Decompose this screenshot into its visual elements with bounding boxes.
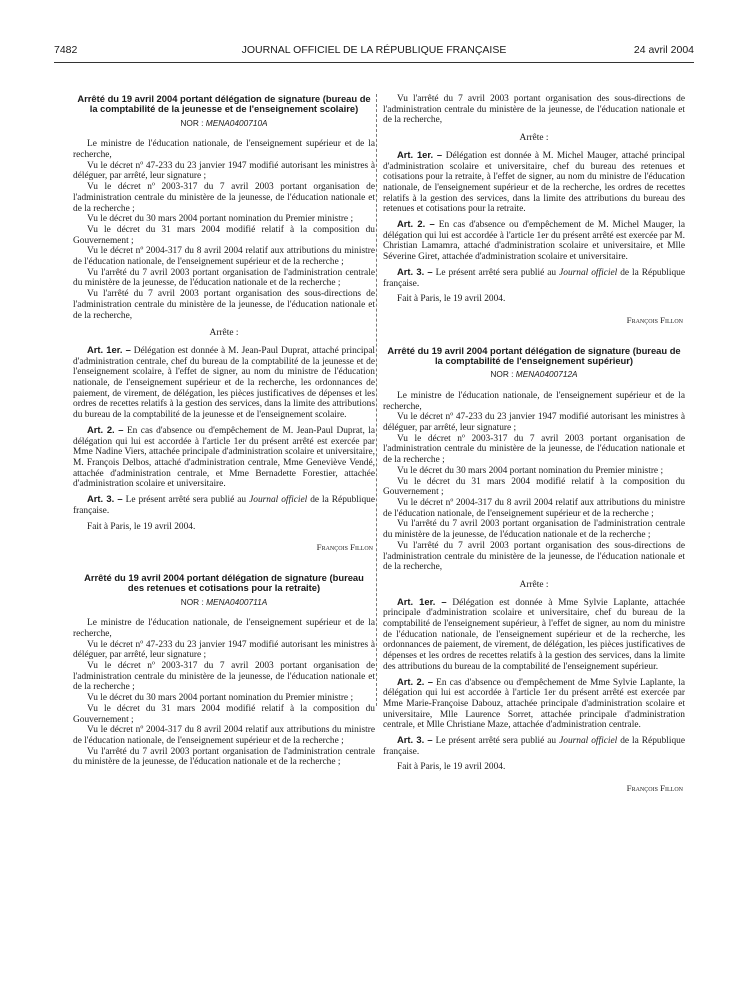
journal-title: JOURNAL OFFICIEL DE LA RÉPUBLIQUE FRANÇAISE [241, 44, 507, 56]
visa: Vu le décret nº 47-233 du 23 janvier 1947 modifié autorisant les ministres à déléguer, par arrêté, leur signature ; [73, 639, 375, 661]
arrete-heading: Arrête : [209, 328, 239, 339]
arrete-heading: Arrête : [519, 133, 549, 144]
fait-a-paris: Fait à Paris, le 19 avril 2004. [397, 294, 506, 305]
visa: Vu l'arrêté du 7 avril 2003 portant organisation de l'administration centrale du ministère de la jeunesse, de l'éducation nationale et de la recherche ; [73, 746, 375, 768]
visa: Vu l'arrêté du 7 avril 2003 portant organisation de l'administration centrale du ministère de la jeunesse, de l'éducation nationale et de la recherche ; [383, 519, 685, 541]
visa: Vu le décret du 30 mars 2004 portant nomination du Premier ministre ; [87, 214, 354, 225]
page-header [54, 44, 694, 60]
visa: Vu l'arrêté du 7 avril 2003 portant organisation de l'administration centrale du ministère de la jeunesse, de l'éducation nationale et de la recherche ; [73, 267, 375, 289]
fait-a-paris: Fait à Paris, le 19 avril 2004. [87, 521, 196, 532]
article-retenues-cotisations [73, 573, 375, 768]
visa: Vu le décret du 31 mars 2004 modifié relatif à la composition du Gouvernement ; [73, 703, 375, 725]
article-2: Art. 2. – En cas d'absence ou d'empêchement de M. Michel Mauger, la délégation qui lui est accordée à l'article 1er du présent arrêté est exercée par M. Christian Lamamra, attaché d'administration scolaire et universitaire, et Mlle Séverine Giret, attachée d'administration scolaire et universitaire. [383, 218, 686, 263]
page-number: 7482 [54, 44, 78, 56]
visa: Vu le décret nº 2003-317 du 7 avril 2003 portant organisation de l'administration centrale du ministère de la jeunesse, de l'éducation nationale et de la recherche ; [73, 661, 375, 693]
visa: Vu le décret nº 2004-317 du 8 avril 2004 relatif aux attributions du ministre de l'éducation nationale, de l'enseignement supérieur et de la recherche ; [73, 246, 375, 268]
article-3: Art. 3. – Le présent arrêté sera publié au Journal officiel de la République française. [383, 265, 686, 289]
visa: Le ministre de l'éducation nationale, de l'enseignement supérieur et de la recherche, [73, 139, 375, 160]
article-2: Art. 2. – En cas d'absence ou d'empêchement de M. Jean-Paul Duprat, la délégation qui lui est accordée à l'article 1er du présent arrêté est exercée par Mme Nadine Viers, attachée principale d'administration scolaire et universitaire, M. François Delbos, attaché d'administration centrale, Mme Geneviève Vendé, attachée d'administration centrale, et Mme Bernadette Forestier, attachée d'administration scolaire et universitaire. [73, 423, 376, 490]
visa: Vu le décret du 31 mars 2004 modifié relatif à la composition du Gouvernement ; [383, 476, 685, 498]
visa: Vu l'arrêté du 7 avril 2003 portant organisation des sous-directions de l'administration centrale du ministère de la jeunesse, de l'éducation nationale et de la recherche, [383, 540, 685, 573]
visa: Le ministre de l'éducation nationale, de l'enseignement supérieur et de la recherche, [73, 618, 375, 639]
article-1: Art. 1er. – Délégation est donnée à Mme Sylvie Laplante, attachée principale d'administration scolaire et universitaire, chef du bureau de la comptabilité de l'enseignement supérieur, à l'effet de signer, au nom du ministre de l'éducation nationale, de l'enseignement supérieur et de la recherche, les ordonnances de paiement, de virement, de délégation, les pièces justificatives de dépenses et les ordres de recettes relatifs à la gestion des services, dans la limite des attributions du bureau de la comptabilité de l'enseignement supérieur. [383, 595, 685, 672]
header-rule [54, 62, 694, 63]
visa: Vu l'arrêté du 7 avril 2003 portant organisation des sous-directions de l'administration centrale du ministère de la jeunesse, de l'éducation nationale et de la recherche, [383, 94, 685, 126]
fait-a-paris: Fait à Paris, le 19 avril 2004. [397, 762, 506, 773]
signature: François Fillon [316, 542, 373, 553]
article-1: Art. 1er. – Délégation est donnée à M. Jean-Paul Duprat, attaché principal d'administration centrale, chef du bureau de la comptabilité de la jeunesse et de l'enseignement scolaire, à l'effet de signer, au nom du ministre de l'éducation nationale, de l'enseignement supérieur et de la recherche, les ordonnances de paiement, de virement, de délégation, les pièces justificatives de dépenses et les ordres de recettes relatifs à la gestion des services, dans la limite des attributions du bureau de la comptabilité de la jeunesse et de l'enseignement scolaire. [73, 343, 375, 421]
article-1: Art. 1er. – Délégation est donnée à M. Michel Mauger, attaché principal d'administration scolaire et universitaire, chef du bureau des retenues et cotisations pour la retraite, à l'effet de signer, au nom du ministre de l'éducation nationale, de l'enseignement supérieur et de la recherche, les ordres de recettes relatifs à la gestion des services, dans la limite des attributions du bureau des retenues et cotisations pour la retraite. [383, 148, 686, 215]
nor-reference: NOR : MENA0400712A [490, 369, 578, 380]
visa: Vu le décret nº 2003-317 du 7 avril 2003 portant organisation de l'administration centrale du ministère de la jeunesse, de l'éducation nationale et de la recherche ; [73, 182, 375, 214]
visa: Vu le décret nº 47-233 du 23 janvier 1947 modifié autorisant les ministres à déléguer, par arrêté, leur signature ; [383, 412, 685, 434]
visa: Vu le décret du 30 mars 2004 portant nomination du Premier ministre ; [87, 693, 354, 704]
signature: François Fillon [626, 783, 683, 794]
nor-reference: NOR : MENA0400710A [180, 117, 268, 128]
visa: Vu le décret du 30 mars 2004 portant nomination du Premier ministre ; [397, 465, 664, 476]
visa: Vu le décret du 31 mars 2004 modifié relatif à la composition du Gouvernement ; [73, 224, 375, 246]
article-comptabilite-jeunesse [73, 94, 375, 553]
nor-reference: NOR : MENA0400711A [180, 596, 268, 607]
publication-date: 24 avril 2004 [633, 44, 694, 56]
article-title: Arrêté du 19 avril 2004 portant délégation de signature (bureau de la comptabilité de la jeunesse et de l'enseignement scolaire) [77, 93, 371, 115]
article-retenues-cotisations-continued [383, 94, 685, 326]
article-2: Art. 2. – En cas d'absence ou d'empêchement de Mme Sylvie Laplante, la délégation qui lui est accordée à l'article 1er du présent arrêté est exercée par Mme Marie-Françoise Dabouz, attachée principale d'administration scolaire et universitaire, Mlle Laurence Sorret, attachée principale d'administration centrale, et Mlle Christiane Maze, attachée d'administration centrale. [383, 675, 686, 731]
visa: Vu le décret nº 2004-317 du 8 avril 2004 relatif aux attributions du ministre de l'éducation nationale, de l'enseignement supérieur et de la recherche ; [73, 725, 375, 746]
right-column [383, 94, 685, 814]
article-3: Art. 3. – Le présent arrêté sera publié au Journal officiel de la République française. [383, 734, 686, 757]
visa: Vu le décret nº 2004-317 du 8 avril 2004 relatif aux attributions du ministre de l'éducation nationale, de l'enseignement supérieur et de la recherche ; [383, 497, 685, 519]
article-3: Art. 3. – Le présent arrêté sera publié au Journal officiel de la République française. [73, 493, 376, 516]
visa: Vu le décret nº 47-233 du 23 janvier 1947 modifié autorisant les ministres à déléguer, par arrêté, leur signature ; [73, 160, 375, 182]
article-title: Arrêté du 19 avril 2004 portant délégation de signature (bureau des retenues et cotisations pour la retraite) [84, 571, 364, 594]
column-divider [376, 94, 377, 706]
left-column [73, 94, 375, 768]
visa: Le ministre de l'éducation nationale, de l'enseignement supérieur et de la recherche, [383, 390, 685, 412]
visa: Vu l'arrêté du 7 avril 2003 portant organisation des sous-directions de l'administration centrale du ministère de la jeunesse, de l'éducation nationale et de la recherche, [73, 289, 375, 321]
article-comptabilite-enseignement-superieur [383, 346, 685, 794]
visa: Vu le décret nº 2003-317 du 7 avril 2003 portant organisation de l'administration centrale du ministère de la jeunesse, de l'éducation nationale et de la recherche ; [383, 433, 685, 466]
article-title: Arrêté du 19 avril 2004 portant délégation de signature (bureau de la comptabilité de l'enseignement supérieur) [387, 344, 681, 366]
signature: François Fillon [626, 314, 683, 325]
arrete-heading: Arrête : [519, 579, 549, 590]
